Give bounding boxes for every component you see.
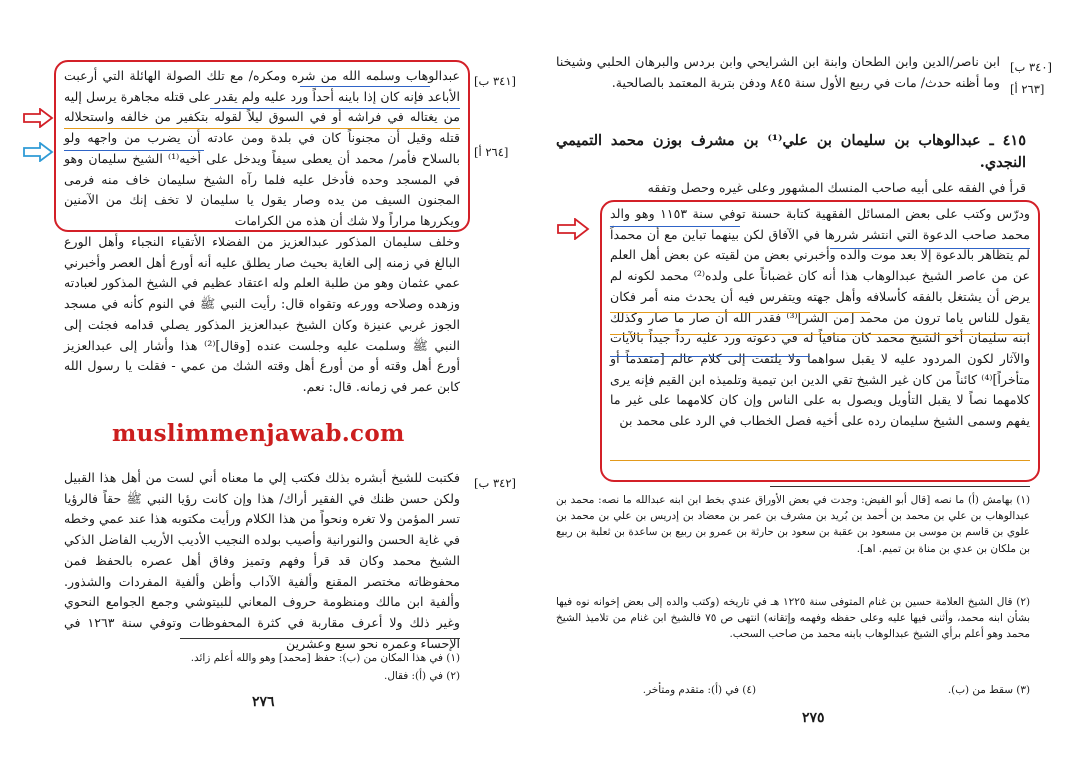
right-footnote-1: (١) بهامش (أ) ما نصه [قال أبو الفيض: وجدت في بعض الأوراق عندي بخط ابن ابنه عبدالله ما نصه: محمد بن عبدالوهاب بن علي بن محمد بن أحمد بن بُريد بن مشرف بن عمر بن معضاد بن إدريس بن علي بن محمد بن علوي بن قاسم بن موسى بن مسعود بن عقبة بن سعود بن حارثة بن عمرو بن ربيع بن ساعدة بن ثعلبة بن ربيع بن ملكان بن عدي بن مناة بن تميم. اهـ]. — [556, 494, 1030, 555]
arrow-right-icon — [22, 142, 54, 162]
underline-orange — [64, 128, 460, 129]
underline-orange — [610, 334, 1030, 335]
margin-label-341b: [٣٤١ ب] — [474, 74, 517, 88]
footnote-rule — [770, 486, 1030, 487]
underline-blue — [300, 86, 430, 87]
left-footnote-2: (٢) في (أ): فقال. — [384, 670, 460, 682]
page-number-right: ٢٧٥ — [802, 710, 825, 726]
underline-blue — [210, 108, 460, 109]
right-footnote-2: (٢) قال الشيخ العلامة حسين بن غنام المتوفى سنة ١٢٢٥ هـ في تاريخه (وكتب والده إلى بعض إخوانه نوه فيها بشأن ابنه محمد، وأثنى فيها عليه وعلى حفظه وفهمه وإتقانه) انتهى ص ٧٥ فالشيخ ابن غنام من تلاميذ الشيخ محمد وهو أعلم برأي الشيخ عبدالوهاب بابنه محمد من صاحب السحب. — [556, 596, 1031, 641]
left-footnote-1: (١) في هذا المكان من (ب): حفظ [محمد] وهو والله أعلم زائد. — [190, 652, 460, 664]
right-paragraph-top: ابن ناصر/الدين وابن الطحان وابنة ابن الشرايحي وابن بردس والبرهان الحلبي وشيخنا وما أظنه حدث/ مات في ربيع الأول سنة ٨٤٥ ودفن بتربة المعتمد بالصالحية. — [556, 54, 1000, 90]
right-footnote-3: (٣) سقط من (ب). — [947, 684, 1030, 696]
underline-blue — [610, 226, 740, 227]
underline-orange — [610, 312, 870, 313]
underline-blue — [610, 356, 810, 357]
underline-orange — [610, 460, 1030, 461]
arrow-right-icon — [22, 108, 54, 128]
left-boxed-paragraph: عبدالوهاب وسلمه الله من شره ومكره/ مع تلك الصولة الهائلة التي أرعبت الأباعد فإنه كان إذا باينه أحداً ورد عليه ولم يقدر على قتله مجاهرة يرسل إليه من يغتاله في فراشه أو في السوق ليلاً لقوله بتكفير من خالفه واستحلاله قتله وقيل أن مجنوناً كان في بلدة ومن عادته أن يضرب من واجهه ولو بالسلاح فأمر/ محمد أن يعطى سيفاً ويدخل على أخيه⁽¹⁾ الشيخ سليمان وهو في المسجد وحده فأدخل عليه فلما رآه الشيخ سليمان خاف منه فرمى المجنون السيف من يده وصار يقول يا سليمان لا تخف إنك من الآمنين ويكررها مراراً ولا شك أن هذه من الكرامات — [64, 68, 460, 228]
watermark: muslimmenjawab.com — [112, 420, 405, 447]
margin-label-264a: [٢٦٤ أ] — [474, 145, 509, 159]
left-paragraph-3: فكتبت للشيخ أبشره بذلك فكتب إلي ما معناه أني لست من أهل هذا القبيل ولكن حسن ظنك في الفقير أراك/ هذا وإن كانت رؤيا النبي ﷺ حقاً فالرؤيا تسر المؤمن ولا تغره ونحواً من هذا الكلام ورأيت مكتوبه هذا عند عمي وخطه في غاية الحسن والنورانية وأصيب بولده النجيب الأديب الأريب الفاضل الذكي الشيخ محمد وكان قد قرأ وفهم وتميز وفاق أهل عصره بالحفظ فمن محفوظاته مختصر المقنع وألفية الآداب وأظن وألفية المفردات والشذور. وألفية ابن مالك ومنظومة حروف المعاني للبيتوشي وجمع الجوامع النحوي وغير ذلك ولا أعرف مقاربة في كثرة المحفوظات وتوفي سنة ١٢٦٣ في الإحساء وعمره نحو سبع وعشرين — [64, 470, 460, 651]
arrow-right-icon — [556, 218, 590, 240]
margin-label-342b: [٣٤٢ ب] — [474, 476, 517, 490]
entry-heading: ٤١٥ ـ عبدالوهاب بن سليمان بن علي⁽¹⁾ بن مشرف بوزن محمد التميمي النجدي. — [556, 132, 1026, 171]
right-paragraph-intro: قرأ في الفقه على أبيه صاحب المنسك المشهور وعلى غيره وحصل وتفقه — [647, 180, 1026, 195]
page-number-left: ٢٧٦ — [252, 694, 275, 710]
underline-blue — [64, 150, 204, 151]
right-footnote-4: (٤) في (أ): متقدم ومتأخر. — [642, 684, 756, 696]
footnote-rule — [180, 638, 460, 639]
right-page — [540, 0, 1080, 771]
margin-label-340b: [٣٤٠ ب] — [1010, 60, 1053, 74]
right-boxed-paragraph: ودرّس وكتب على بعض المسائل الفقهية كتابة حسنة توفي سنة ١١٥٣ وهو والد محمد صاحب الدعوة التي انتشر شررها في الآفاق لكن بينهما تباين مع أن محمداً لم يتظاهر بالدعوة إلا بعد موت والده وأخبرني بعض من لقيته عن بعض أهل العلم عن من عاصر الشيخ عبدالوهاب هذا أنه كان غضباناً على ولده⁽²⁾ محمد لكونه لم يرض أن يشتغل بالفقه كأسلافه وأهل جهته ويتفرس فيه أن يحدث منه أمر فكان يقول للناس ياما ترون من محمد [من الشر]⁽³⁾ فقدر الله أن صار ما صار وكذلك ابنه سليمان أخو الشيخ محمد كان منافياً له في دعوته ورد عليه رداً جيداً بالآيات والآثار لكون المردود عليه لا يقبل سواهما ولا يلتفت إلى كلام عالم [متقدماً أو متأخراً]⁽⁴⁾ كائناً من كان غير الشيخ تقي الدين ابن تيمية وتلميذه ابن القيم فإنه يرى كلامهما نصاً لا يقبل التأويل ويصول به على الناس وإن كان كلامهما على غير ما يفهم وسمى الشيخ سليمان رده على أخيه فصل الخطاب في الرد على محمد بن — [610, 206, 1031, 429]
left-paragraph-2: وخلف سليمان المذكور عبدالعزيز من الفضلاء الأتقياء النجباء وأهل الورع البالغ في زمنه إلى الغاية بحيث صار يطلق عليه أنه أورع أهل العصر وأخبرني عمي عثمان وهو من طلبة العلم وله اعتقاد عظيم في الشيخ المذكور لعبادته وزهده وصلاحه وورعه وتقواه قال: رأيت النبي ﷺ في النوم كأنه في مسجد الجوز غربي عنيزة وكان الشيخ عبدالعزيز المذكور يصلي قدامه فجئت إلى النبي ﷺ وسلمت عليه وجلست عنده [وقال]⁽²⁾ هذا وأشار إلى عبدالعزيز أورع أهل وقته أو من أورع أهل وقته الشك من عمي - فقلت يا رسول الله كابن عمر في زمانه. قال: نعم. — [64, 234, 460, 394]
margin-label-263a: [٢٦٣ أ] — [1010, 82, 1045, 96]
underline-blue — [830, 248, 1030, 249]
